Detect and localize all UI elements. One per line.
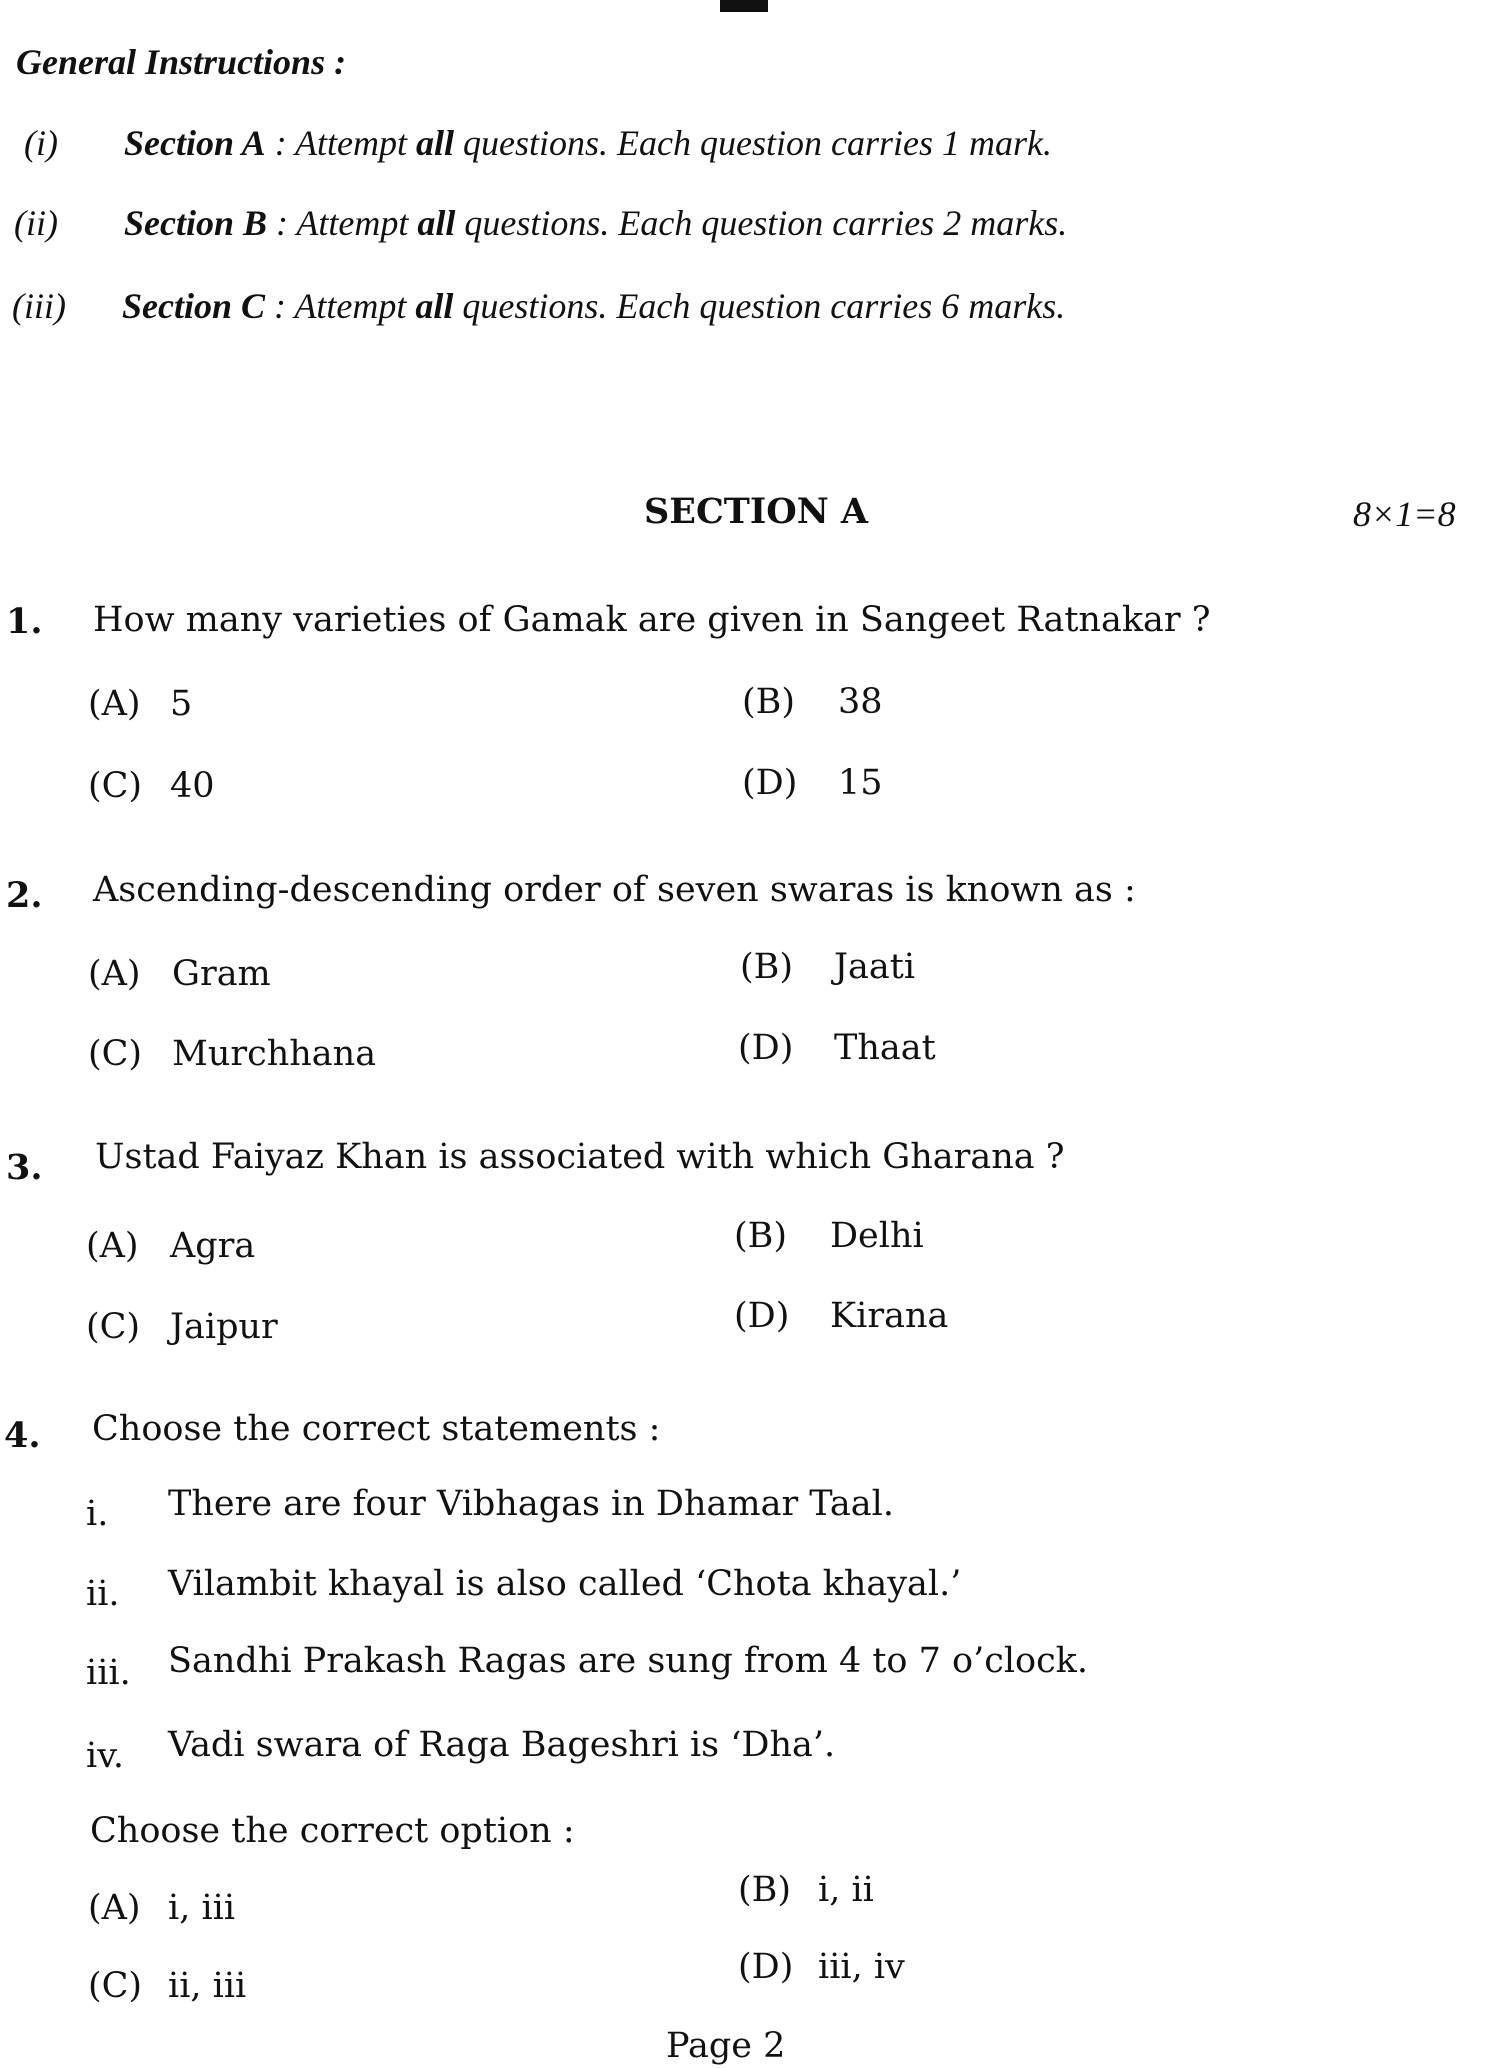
question-text: How many varieties of Gamak are given in Sangeet Ratnakar ? (93, 600, 1211, 640)
instruction-section: Section B (124, 203, 268, 243)
option-value: Delhi (830, 1216, 924, 1256)
instruction-text: questions. Each question carries 2 marks. (455, 203, 1068, 243)
option-label: (C) (88, 766, 143, 806)
option-value: 5 (170, 684, 193, 724)
instruction-num: (iii) (12, 286, 66, 326)
option-label: (C) (86, 1307, 141, 1347)
option-value: 38 (838, 682, 883, 722)
statement-number: iv. (86, 1736, 124, 1776)
question-text: Ustad Faiyaz Khan is associated with which Gharana ? (95, 1137, 1065, 1177)
option-label: (C) (88, 1966, 143, 2006)
option-label: (A) (88, 1888, 141, 1928)
option-value: Agra (170, 1226, 256, 1266)
instruction-emphasis: all (417, 203, 456, 243)
statement-text: Vadi swara of Raga Bageshri is ‘Dha’. (168, 1725, 836, 1765)
question-number: 2. (6, 875, 43, 916)
instruction-section: Section A (124, 123, 266, 163)
option-label: (A) (86, 1226, 139, 1266)
page-number: Page 2 (666, 2026, 786, 2066)
option-label: (D) (738, 1028, 794, 1068)
statement-text: Sandhi Prakash Ragas are sung from 4 to 7 o’clock. (168, 1641, 1089, 1681)
scan-mark (720, 0, 768, 12)
instruction-item (124, 201, 1067, 245)
option-label: (D) (742, 763, 798, 803)
option-label: (D) (734, 1296, 790, 1336)
instruction-item (124, 121, 1052, 165)
instruction-section: Section C (122, 286, 266, 326)
instruction-text: questions. Each question carries 1 mark. (454, 123, 1052, 163)
section-title: SECTION A (644, 491, 869, 532)
option-value: 40 (170, 766, 215, 806)
instruction-text: : Attempt (267, 203, 418, 243)
option-label: (D) (738, 1947, 794, 1987)
option-value: i, iii (168, 1888, 236, 1928)
question-text: Ascending-descending order of seven swaras is known as : (93, 870, 1136, 910)
option-value: Jaipur (170, 1307, 278, 1347)
statement-text: There are four Vibhagas in Dhamar Taal. (168, 1484, 894, 1524)
question-number: 4. (4, 1415, 41, 1456)
instruction-num: (i) (24, 123, 58, 163)
general-instructions-heading: General Instructions : (16, 42, 347, 82)
option-value: i, ii (818, 1870, 874, 1910)
option-prompt: Choose the correct option : (90, 1811, 575, 1851)
option-value: Murchhana (172, 1034, 377, 1074)
option-value: 15 (838, 763, 883, 803)
instruction-text: questions. Each question carries 6 marks. (453, 286, 1066, 326)
section-marks: 8×1=8 (1353, 494, 1456, 534)
question-number: 1. (6, 601, 43, 642)
question-number: 3. (6, 1147, 43, 1188)
statement-number: i. (86, 1494, 109, 1534)
option-label: (C) (88, 1034, 143, 1074)
instruction-emphasis: all (415, 286, 454, 326)
option-value: Jaati (834, 947, 916, 987)
option-value: iii, iv (818, 1947, 905, 1987)
option-label: (B) (740, 947, 794, 987)
statement-text: Vilambit khayal is also called ‘Chota khayal.’ (168, 1564, 962, 1604)
instruction-text: : Attempt (265, 123, 416, 163)
option-label: (B) (742, 682, 796, 722)
statement-number: iii. (86, 1653, 131, 1693)
instruction-item (122, 284, 1065, 328)
option-value: Kirana (830, 1296, 949, 1336)
statement-number: ii. (86, 1574, 120, 1614)
instruction-num: (ii) (14, 203, 58, 243)
question-text: Choose the correct statements : (92, 1409, 661, 1449)
option-label: (B) (734, 1216, 788, 1256)
option-label: (B) (738, 1870, 792, 1910)
option-value: Gram (172, 954, 271, 994)
option-value: Thaat (834, 1028, 936, 1068)
option-label: (A) (88, 684, 141, 724)
option-value: ii, iii (168, 1966, 247, 2006)
instruction-emphasis: all (416, 123, 455, 163)
instruction-text: : Attempt (265, 286, 416, 326)
option-label: (A) (88, 954, 141, 994)
